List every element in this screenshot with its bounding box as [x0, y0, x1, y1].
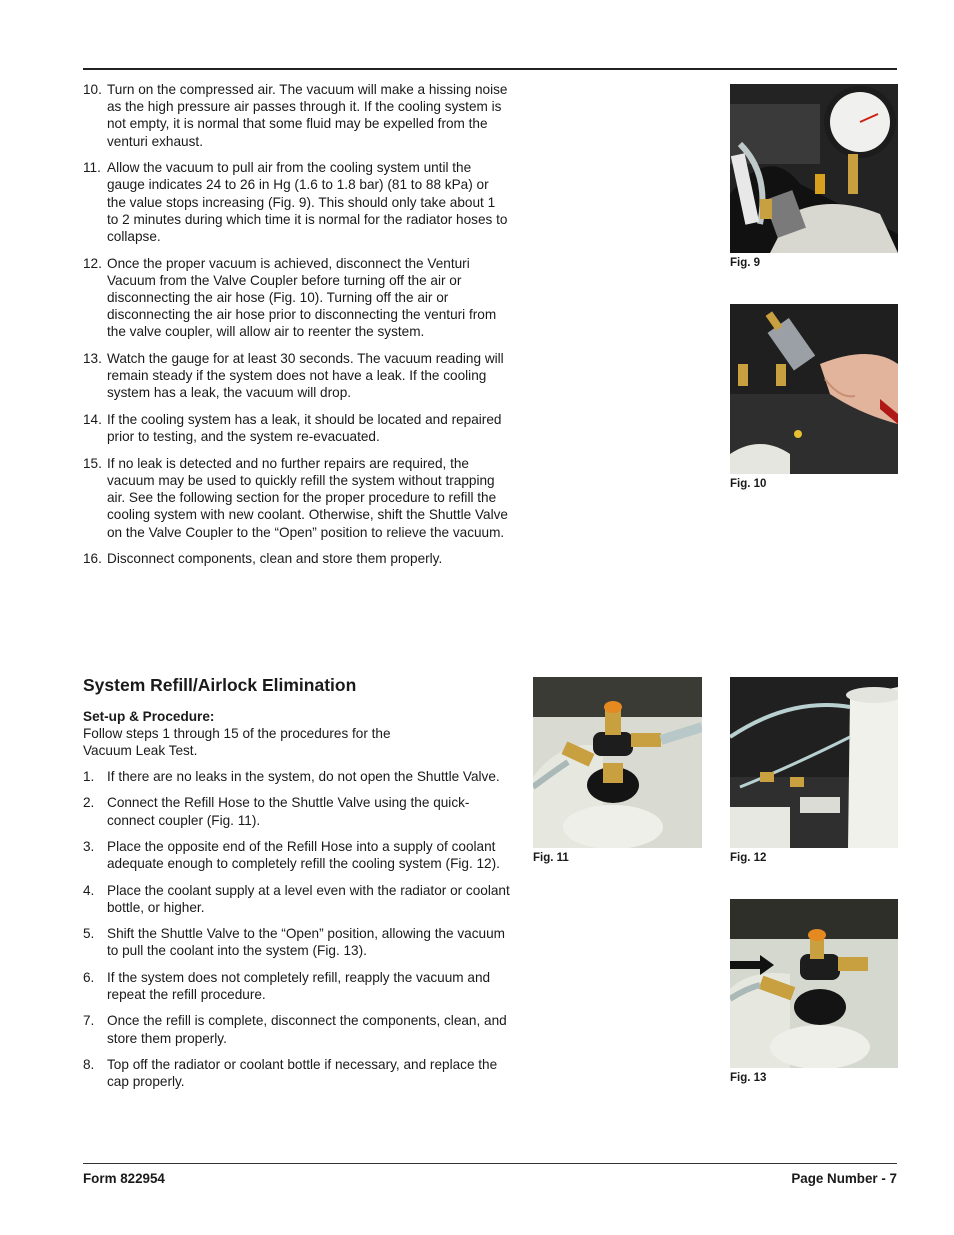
- list-item: 7. Once the refill is complete, disconnect the components, clean, and store them properly.: [83, 1013, 507, 1046]
- footer-form-number: Form 822954: [83, 1171, 165, 1186]
- fig-13-photo: [730, 899, 898, 1068]
- list-item: 11. Allow the vacuum to pull air from the cooling system until the gauge indicates 24 to 26 in Hg (1.6 to 1.8 bar) (81 to 88 kPa) or the value stops increasing (Fig. 9). This should only take about 1 to 2 minutes during which time it is normal for the radiator hoses to collapse.: [83, 160, 508, 245]
- list-item: 3. Place the opposite end of the Refill Hose into a supply of coolant adequate enough to completely refill the cooling system (Fig. 12).: [83, 838, 500, 872]
- list-item: 15. If no leak is detected and no further repairs are required, the vacuum may be used to quickly refill the system without trapping air. See the following section for the proper procedure to refill the cooling system with new coolant. Otherwise, shift the Shuttle Valve on the Valve Coupler to the “Open” position to relieve the vacuum.: [83, 455, 508, 540]
- footer-page-number: Page Number - 7: [791, 1171, 897, 1186]
- list-item: 16. Disconnect components, clean and store them properly.: [83, 551, 443, 567]
- list-item: 14. If the cooling system has a leak, it should be located and repaired prior to testing, and the system re-evacuated.: [83, 412, 502, 445]
- refill-steps: [83, 768, 513, 1100]
- fig-13-caption: Fig. 13: [730, 1072, 767, 1084]
- list-item: 8. Top off the radiator or coolant bottle if necessary, and replace the cap properly.: [83, 1056, 498, 1090]
- fig-10-caption: Fig. 10: [730, 478, 767, 490]
- list-item: 5. Shift the Shuttle Valve to the “Open” position, allowing the vacuum to pull the coolant into the system (Fig. 13).: [83, 926, 505, 959]
- list-item: 4. Place the coolant supply at a level even with the radiator or coolant bottle, or higher.: [83, 882, 510, 915]
- list-item: 12. Once the proper vacuum is achieved, disconnect the Venturi Vacuum from the Valve Coupler before turning off the air or disconnecting the air hose (Fig. 10). Turning off the air or disconnecting the air hose prior to disconnecting the venturi from the valve coupler, will allow air to reenter the system.: [83, 255, 497, 340]
- section-heading: System Refill/Airlock Elimination: [83, 675, 357, 695]
- list-item: 10. Turn on the compressed air. The vacuum will make a hissing noise as the high pressure air passes through it. If the cooling system is not empty, it is normal that some fluid may be expelled from the venturi exhaust.: [83, 82, 508, 149]
- setup-label: Set-up & Procedure:: [83, 709, 215, 724]
- leak-test-steps: [83, 81, 508, 577]
- fig-12-photo: [730, 677, 898, 848]
- list-item: 1. If there are no leaks in the system, do not open the Shuttle Valve.: [83, 769, 500, 784]
- setup-paragraph: [83, 708, 413, 760]
- list-item: 2. Connect the Refill Hose to the Shuttle Valve using the quick-connect coupler (Fig. 11).: [83, 795, 470, 828]
- fig-11-caption: Fig. 11: [533, 852, 569, 864]
- footer-rule: [83, 1163, 897, 1164]
- setup-text: Follow steps 1 through 15 of the procedures for the Vacuum Leak Test.: [83, 726, 391, 759]
- list-item: 13. Watch the gauge for at least 30 seconds. The vacuum reading will remain steady if the system does not have a leak. If the cooling system has a leak, the vacuum will drop.: [83, 351, 504, 401]
- header-rule: [83, 68, 897, 70]
- fig-10-photo: [730, 304, 898, 474]
- list-item: 6. If the system does not completely refill, reapply the vacuum and repeat the refill procedure.: [83, 969, 491, 1002]
- fig-12-caption: Fig. 12: [730, 852, 767, 864]
- fig-11-photo: [533, 677, 702, 848]
- fig-9-photo: [730, 84, 898, 253]
- fig-9-caption: Fig. 9: [730, 257, 761, 269]
